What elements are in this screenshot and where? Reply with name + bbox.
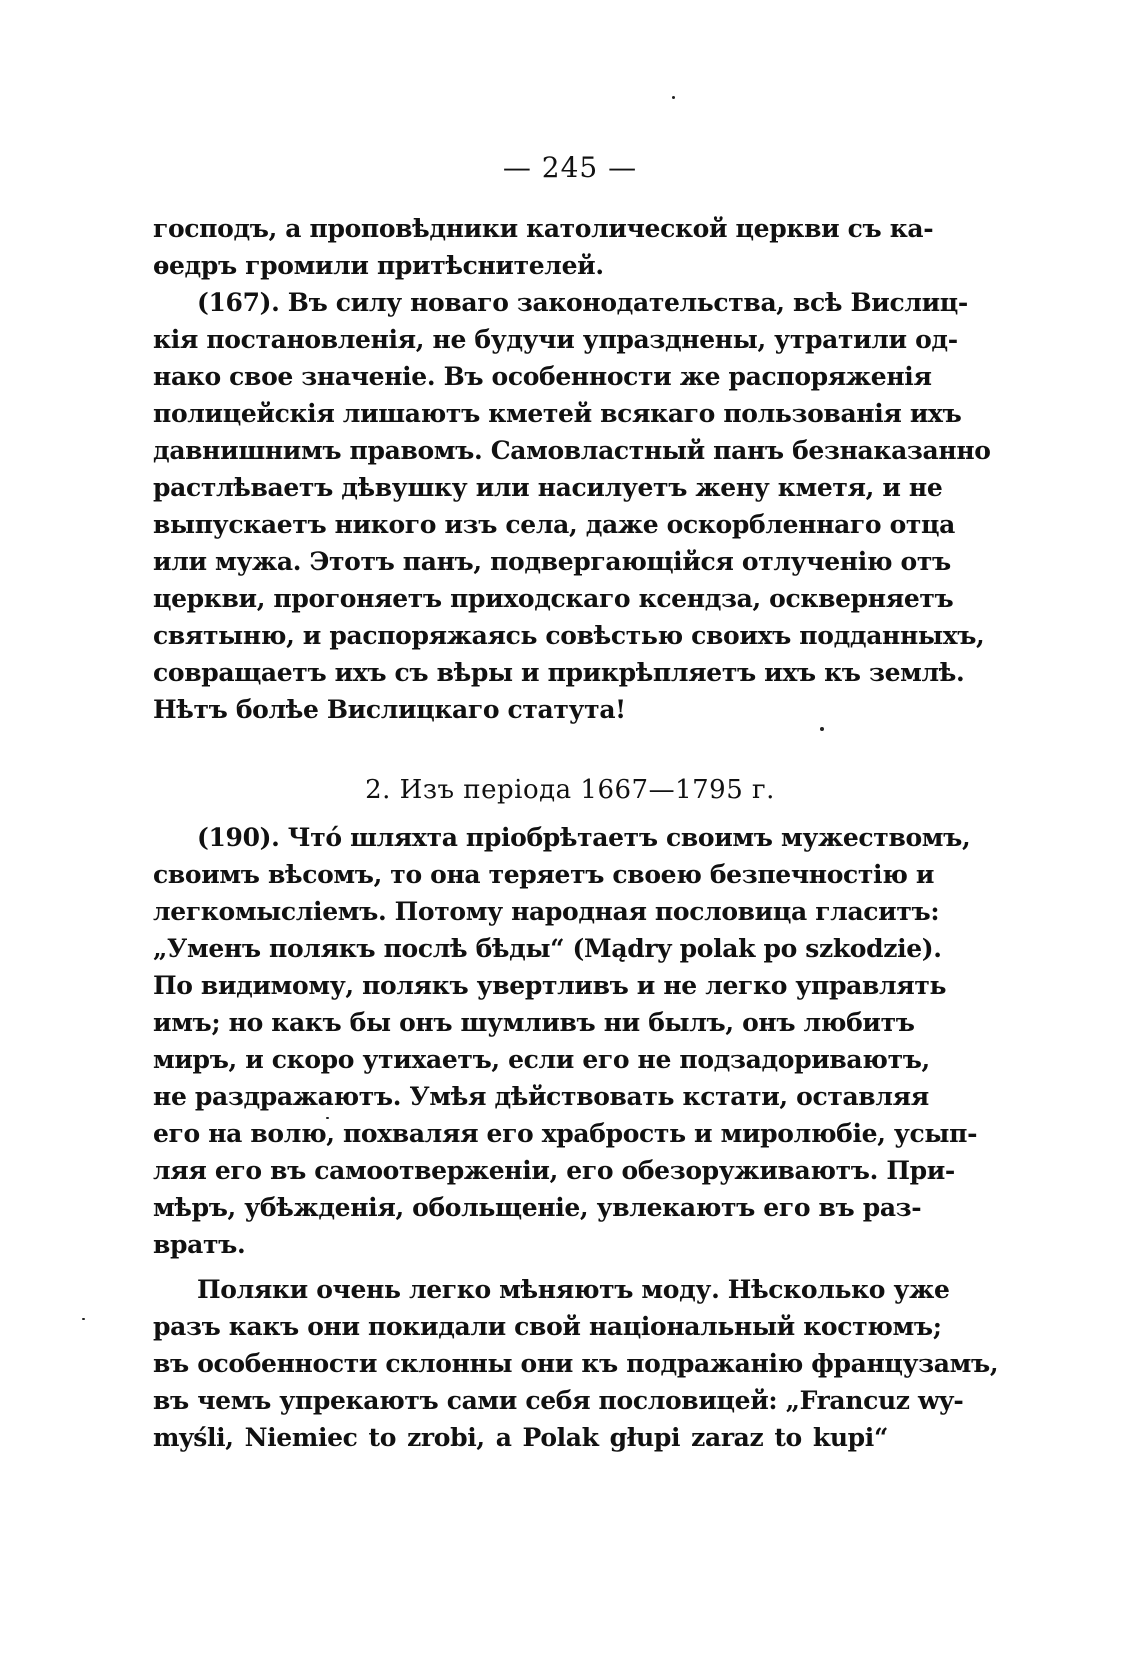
text-line: церкви, прогоняетъ приходскаго ксендза, оскверняетъ: [153, 584, 954, 613]
paragraph-block-2: [153, 819, 999, 1456]
text-line: Поляки очень легко мѣняютъ моду. Нѣсколько уже: [197, 1275, 950, 1304]
text-line: „Уменъ полякъ послѣ бѣды“ (Mądry polak po szkodzie).: [153, 934, 942, 963]
text-line: имъ; но какъ бы онъ шумливъ ни былъ, онъ любитъ: [153, 1008, 915, 1037]
text-line: легкомысліемъ. Потому народная пословица гласитъ:: [153, 897, 940, 926]
text-line: разъ какъ они покидали свой національный костюмъ;: [153, 1312, 942, 1341]
text-line: кія постановленія, не будучи упразднены, утратили од-: [153, 325, 958, 354]
text-line: своимъ вѣсомъ, то она теряетъ своею безпечностію и: [153, 860, 935, 889]
text-line: вратъ.: [153, 1230, 246, 1259]
text-line: myśli, Niemiec to zrobi, a Polak głupi zaraz to kupi“: [153, 1423, 888, 1452]
text-line: выпускаетъ никого изъ села, даже оскорбленнаго отца: [153, 510, 955, 539]
scan-speck: [672, 96, 675, 99]
text-line: давнишнимъ правомъ. Самовластный панъ безнаказанно: [153, 436, 991, 465]
text-line: (190). Что́ шляхта пріобрѣтаетъ своимъ мужествомъ,: [197, 823, 971, 852]
text-line: нако свое значеніе. Въ особенности же распоряженія: [153, 362, 932, 391]
section-heading: 2. Изъ періода 1667—1795 г.: [365, 775, 775, 805]
text-line: (167). Въ силу новаго законодательства, всѣ Вислиц-: [197, 288, 968, 317]
text-line: господъ, а проповѣдники католической церкви съ ка-: [153, 214, 934, 243]
text-line: мѣръ, убѣжденія, обольщеніе, увлекаютъ его въ раз-: [153, 1193, 922, 1222]
text-line: полицейскія лишаютъ кметей всякаго пользованія ихъ: [153, 399, 962, 428]
text-line: ляя его въ самоотверженіи, его обезоруживаютъ. При-: [153, 1156, 955, 1185]
scan-speck: [82, 1318, 85, 1320]
paragraph-gap: [153, 1263, 888, 1271]
text-line: святыню, и распоряжаясь совѣстью своихъ подданныхъ,: [153, 621, 985, 650]
scan-speck: [820, 727, 824, 731]
text-line: его на волю, похваляя его храбрость и миролюбіе, усып-: [153, 1119, 978, 1148]
paragraph-block-1: [153, 210, 991, 728]
scan-speck: [326, 1117, 329, 1119]
text-line: въ особенности склонны они къ подражанію французамъ,: [153, 1349, 999, 1378]
text-line: ѳедръ громили притѣснителей.: [153, 251, 604, 280]
text-line: миръ, и скоро утихаетъ, если его не подзадориваютъ,: [153, 1045, 930, 1074]
text-line: совращаетъ ихъ съ вѣры и прикрѣпляетъ ихъ къ землѣ.: [153, 658, 965, 687]
text-line: По видимому, полякъ увертливъ и не легко управлять: [153, 971, 947, 1000]
text-line: растлѣваетъ дѣвушку или насилуетъ жену кметя, и не: [153, 473, 943, 502]
text-line: Нѣтъ болѣе Вислицкаго статута!: [153, 695, 626, 724]
text-line: не раздражаютъ. Умѣя дѣйствовать кстати, оставляя: [153, 1082, 929, 1111]
text-line: въ чемъ упрекаютъ сами себя пословицей: „Francuz wy-: [153, 1386, 964, 1415]
page-number: — 245 —: [502, 151, 638, 184]
text-line: или мужа. Этотъ панъ, подвергающійся отлученію отъ: [153, 547, 951, 576]
